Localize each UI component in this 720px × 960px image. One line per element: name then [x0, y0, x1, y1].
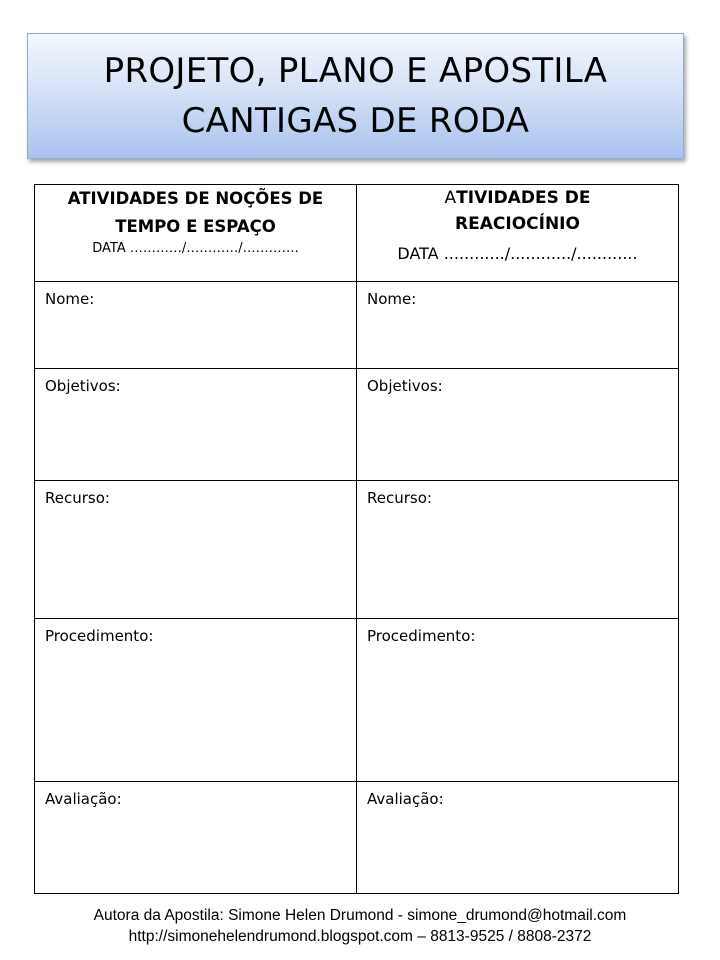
- field-label-objetivos: Objetivos:: [367, 377, 443, 395]
- field-label-avaliacao: Avaliação:: [367, 790, 444, 808]
- field-label-recurso: Recurso:: [367, 489, 432, 507]
- table-header-row: [35, 185, 679, 282]
- field-label-nome: Nome:: [45, 290, 95, 308]
- header-cell-reasoning: [357, 185, 679, 282]
- footer-contact-line: http://simonehelendrumond.blogspot.com – 8813-9525 / 8808-2372: [128, 928, 592, 945]
- field-cell-avaliacao-right[interactable]: [357, 782, 679, 894]
- field-cell-procedimento-right[interactable]: [357, 619, 679, 782]
- field-cell-nome-right[interactable]: [357, 282, 679, 369]
- date-field-reasoning[interactable]: DATA ............/............/............: [397, 244, 638, 263]
- title-line-2: CANTIGAS DE RODA: [181, 101, 530, 141]
- heading-reasoning-first-letter: A: [444, 188, 457, 208]
- table-row-procedimento: [35, 619, 679, 782]
- field-cell-avaliacao-left[interactable]: [35, 782, 357, 894]
- table-row-recurso: [35, 481, 679, 619]
- heading-reasoning-line-2: REACIOCÍNIO: [455, 214, 580, 234]
- table-row-objetivos: [35, 369, 679, 481]
- field-cell-recurso-right[interactable]: [357, 481, 679, 619]
- field-label-recurso: Recurso:: [45, 489, 110, 507]
- footer-credits: [0, 905, 720, 947]
- table-row-avaliacao: [35, 782, 679, 894]
- heading-reasoning-line-1: TIVIDADES DE: [456, 188, 591, 208]
- title-line-1: PROJETO, PLANO E APOSTILA: [103, 51, 608, 91]
- field-label-procedimento: Procedimento:: [367, 627, 476, 645]
- date-field-time-space[interactable]: DATA …………/…………/………….: [92, 241, 299, 256]
- title-banner: [27, 33, 684, 159]
- footer-author-line: Autora da Apostila: Simone Helen Drumond - simone_drumond@hotmail.com: [93, 907, 627, 924]
- field-cell-procedimento-left[interactable]: [35, 619, 357, 782]
- field-cell-recurso-left[interactable]: [35, 481, 357, 619]
- field-cell-nome-left[interactable]: [35, 282, 357, 369]
- field-label-nome: Nome:: [367, 290, 417, 308]
- activity-form-table: [34, 184, 679, 894]
- field-label-procedimento: Procedimento:: [45, 627, 154, 645]
- heading-time-space-line-2: TEMPO E ESPAÇO: [115, 217, 276, 236]
- header-cell-time-space: [35, 185, 357, 282]
- field-cell-objetivos-left[interactable]: [35, 369, 357, 481]
- field-label-avaliacao: Avaliação:: [45, 790, 122, 808]
- field-cell-objetivos-right[interactable]: [357, 369, 679, 481]
- field-label-objetivos: Objetivos:: [45, 377, 121, 395]
- heading-time-space-line-1: ATIVIDADES DE NOÇÕES DE: [67, 189, 324, 208]
- table-row-nome: [35, 282, 679, 369]
